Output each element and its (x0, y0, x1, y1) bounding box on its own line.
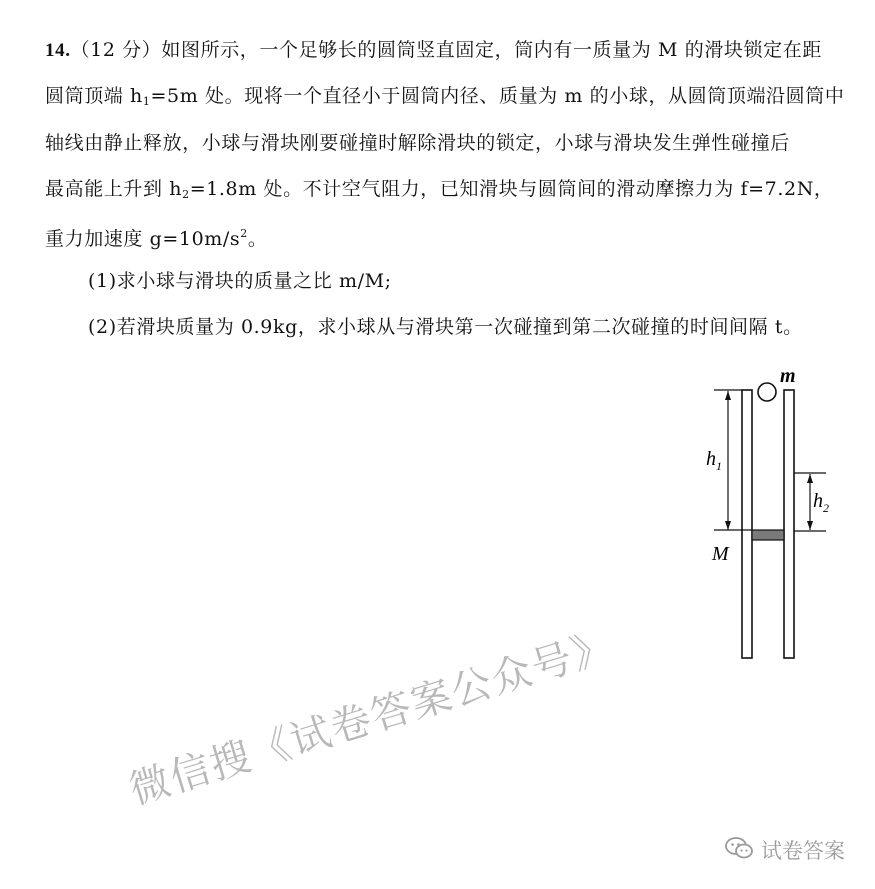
question-line-1: 14.（12 分）如图所示，一个足够长的圆筒竖直固定，筒内有一质量为 M 的滑块锁定在距 (45, 39, 822, 61)
cylinder-figure (700, 360, 860, 670)
question-line-2: 圆筒顶端 $h_1=5m$ 处。现将一个直径小于圆筒内径、质量为 m 的小球，从圆筒顶端沿圆筒中 (45, 85, 845, 108)
label-M: M (712, 543, 729, 565)
ball (758, 383, 776, 401)
question-line-3: 轴线由静止释放，小球与滑块刚要碰撞时解除滑块的锁定，小球与滑块发生弹性碰撞后 (45, 132, 790, 154)
label-m: m (780, 365, 796, 387)
cylinder-left-wall (742, 390, 752, 658)
question-number: 14. (45, 40, 71, 61)
wechat-icon (725, 837, 753, 864)
label-h1: $h_1$ (706, 448, 722, 473)
watermark-text: 微信搜《试卷答案公众号》 (124, 622, 620, 814)
sub-question-1: (1)求小球与滑块的质量之比 m/M; (88, 270, 392, 292)
question-score: （12 分） (70, 39, 162, 61)
wechat-badge (725, 835, 845, 865)
slider-block (752, 530, 784, 540)
question-line-4: 最高能上升到 $h_2=1.8m$ 处。不计空气阻力，已知滑块与圆筒间的滑动摩擦力为 f=7.2N， (45, 178, 834, 201)
sub-question-2: (2)若滑块质量为 0.9kg，求小球从与滑块第一次碰撞到第二次碰撞的时间间隔 t。 (88, 316, 803, 338)
wechat-account-name: 试卷答案 (761, 839, 845, 863)
cylinder-right-wall (784, 390, 794, 658)
label-h2: $h_2$ (813, 490, 829, 515)
question-line-5: 重力加速度 $g=10m/s^2$。 (45, 227, 268, 250)
